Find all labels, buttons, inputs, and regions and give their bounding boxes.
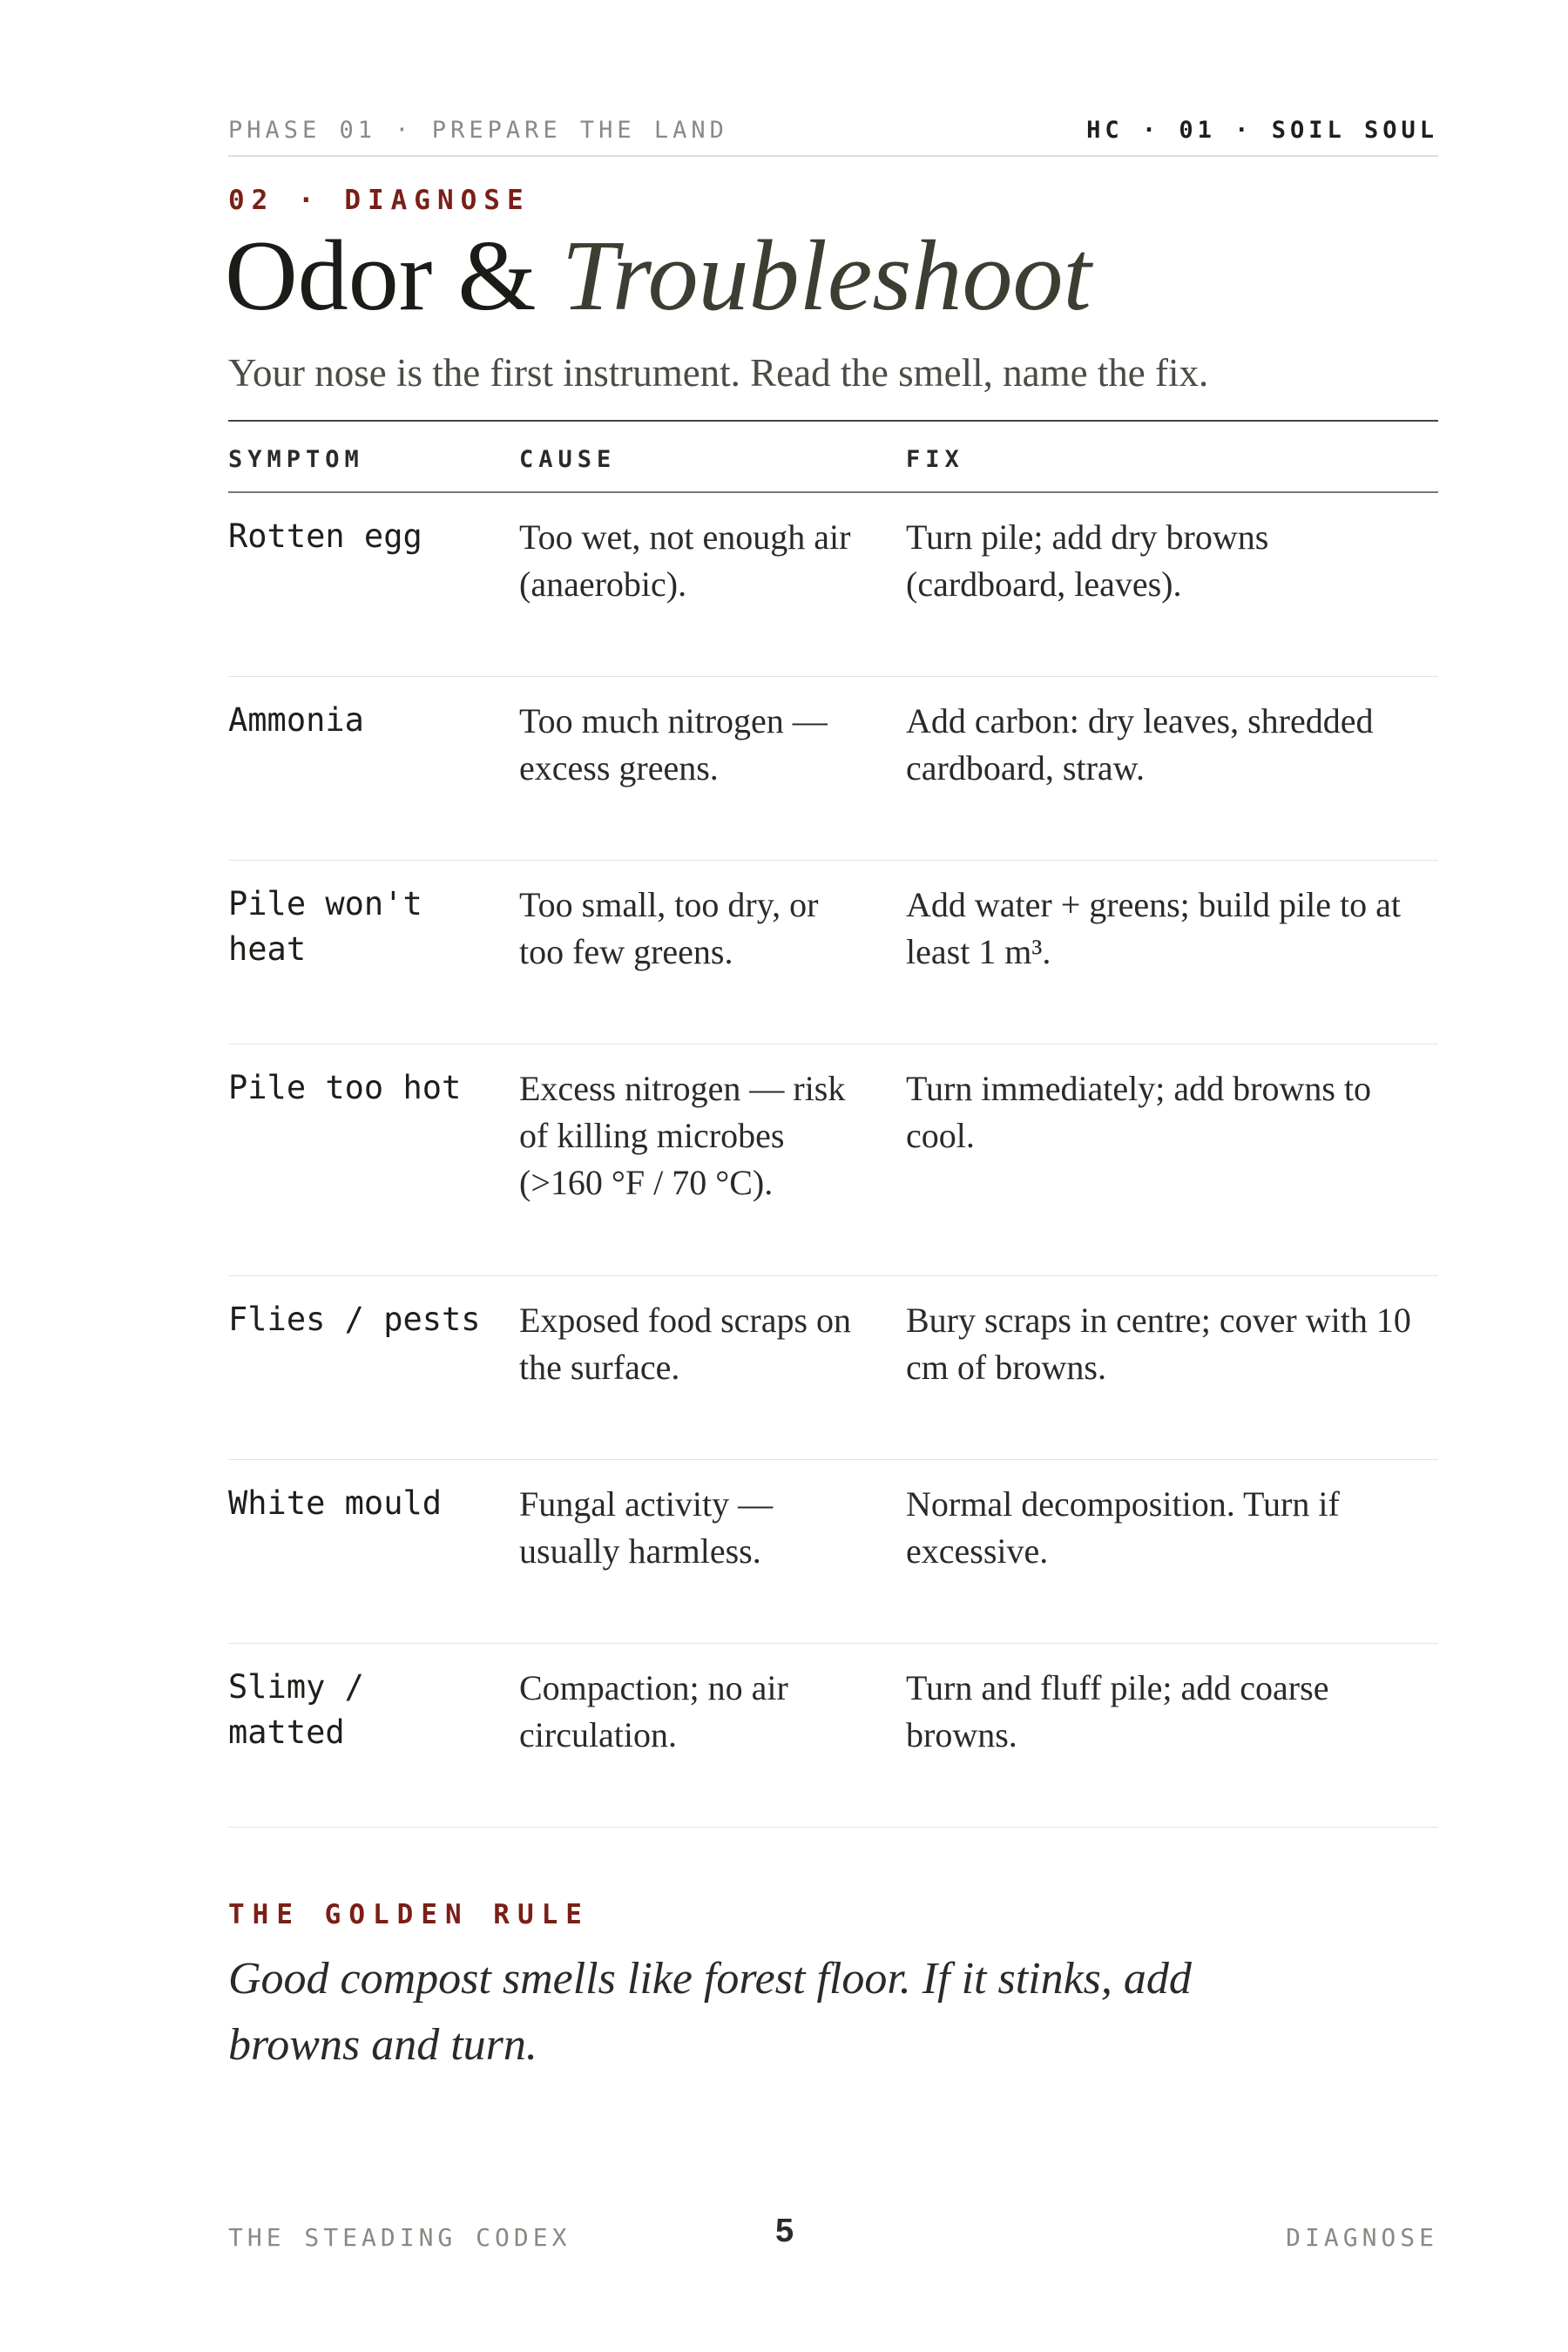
- cause-cell: Too much nitrogen — excess greens.: [519, 701, 828, 787]
- footer-book-title: THE STEADING CODEX: [228, 2223, 571, 2252]
- section-kicker: 02 · DIAGNOSE: [228, 185, 531, 216]
- fix-cell: Add water + greens; build pile to at least 1 m³.: [906, 885, 1401, 971]
- symptom-cell: Ammonia: [228, 701, 364, 739]
- table-header: [228, 422, 1438, 493]
- table-row: [228, 1276, 1438, 1460]
- table-row: [228, 677, 1438, 861]
- column-header-fix: FIX: [906, 446, 964, 473]
- golden-rule-text: Good compost smells like forest floor. If it stinks, add browns and turn.: [228, 1954, 1192, 2070]
- fix-cell: Add carbon: dry leaves, shredded cardboard, straw.: [906, 701, 1374, 787]
- troubleshoot-table: [228, 420, 1438, 1828]
- fix-cell: Turn and fluff pile; add coarse browns.: [906, 1668, 1329, 1754]
- document-page: [225, 0, 1438, 2352]
- fix-cell: Turn immediately; add browns to cool.: [906, 1069, 1372, 1155]
- page-title-plain: Odor &: [225, 220, 537, 332]
- symptom-cell: Pile too hot: [228, 1069, 462, 1106]
- running-header: [228, 112, 1438, 157]
- fix-cell: Bury scraps in centre; cover with 10 cm of browns.: [906, 1301, 1411, 1387]
- fix-cell: Turn pile; add dry browns (cardboard, leaves).: [906, 517, 1269, 604]
- table-row: [228, 1460, 1438, 1644]
- table-row: [228, 861, 1438, 1044]
- cause-cell: Fungal activity — usually harmless.: [519, 1484, 774, 1571]
- cause-cell: Compaction; no air circulation.: [519, 1668, 788, 1754]
- cause-cell: Exposed food scraps on the surface.: [519, 1301, 852, 1387]
- running-header-phase: PHASE 01 · PREPARE THE LAND: [228, 117, 728, 144]
- fix-cell: Normal decomposition. Turn if excessive.: [906, 1484, 1340, 1571]
- column-header-cause: CAUSE: [519, 446, 617, 473]
- table-row: [228, 1044, 1438, 1276]
- symptom-cell: Rotten egg: [228, 517, 422, 555]
- page-lede: Your nose is the first instrument. Read the smell, name the fix.: [228, 351, 1209, 395]
- page-title-italic: Troubleshoot: [561, 220, 1092, 332]
- cause-cell: Too wet, not enough air (anaerobic).: [519, 517, 851, 604]
- symptom-cell: Slimy / matted: [228, 1668, 364, 1751]
- table-row: [228, 493, 1438, 677]
- cause-cell: Excess nitrogen — risk of killing microbes (>160 °F / 70 °C).: [519, 1069, 846, 1202]
- symptom-cell: White mould: [228, 1484, 443, 1522]
- symptom-cell: Pile won't heat: [228, 885, 422, 968]
- cause-cell: Too small, too dry, or too few greens.: [519, 885, 819, 971]
- page-number: 5: [775, 2213, 794, 2249]
- running-header-code: HC · 01 · SOIL SOUL: [1086, 117, 1438, 144]
- footer-section-name: DIAGNOSE: [1286, 2223, 1438, 2252]
- table-row: [228, 1644, 1438, 1828]
- symptom-cell: Flies / pests: [228, 1301, 481, 1338]
- column-header-symptom: SYMPTOM: [228, 446, 364, 473]
- golden-rule-label: THE GOLDEN RULE: [228, 1899, 590, 1930]
- page-title: [225, 220, 1092, 333]
